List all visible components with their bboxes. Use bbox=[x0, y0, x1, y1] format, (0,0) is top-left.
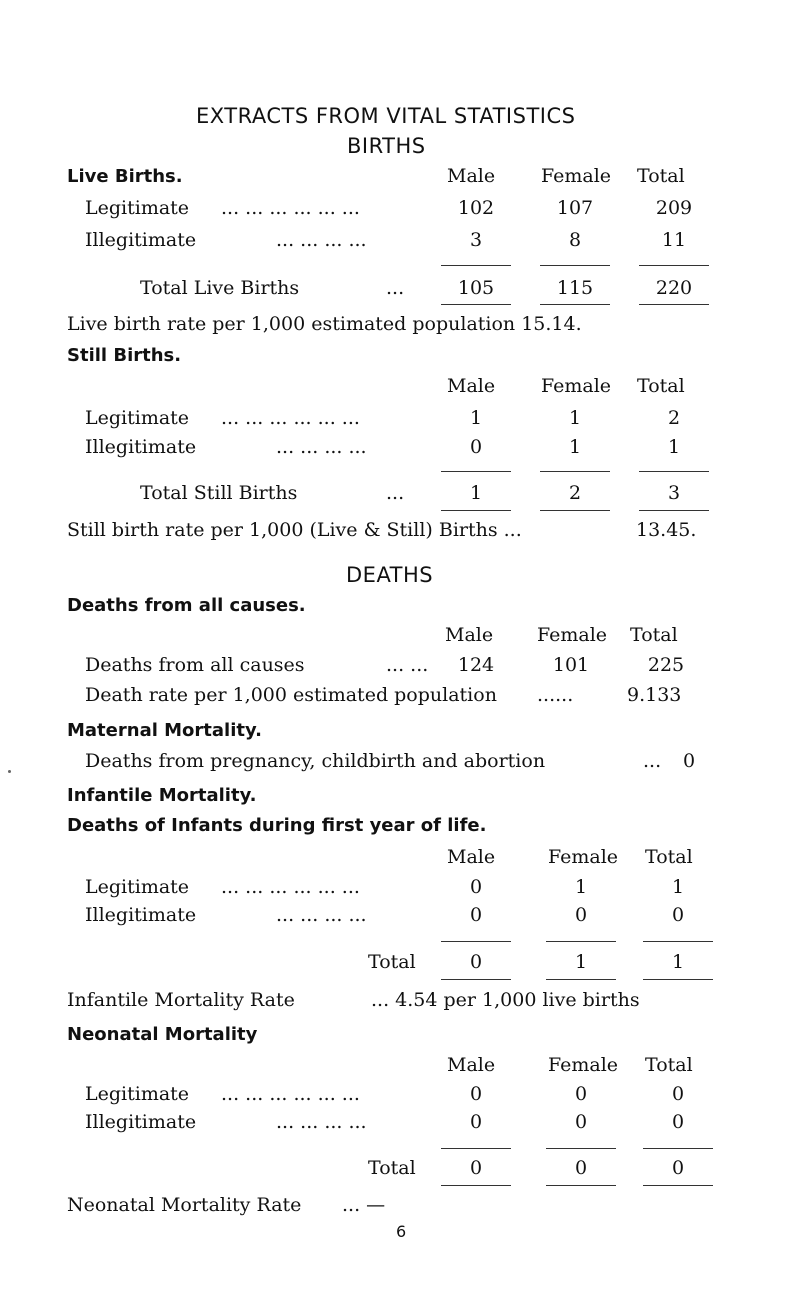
still-row-label: Legitimate bbox=[85, 407, 190, 429]
still-subtotal-rule bbox=[540, 471, 610, 472]
infantile-col-total: Total bbox=[645, 846, 693, 868]
infantile-col-female: Female bbox=[548, 846, 619, 868]
neonatal-col-male: Male bbox=[447, 1054, 496, 1076]
still-total-rule bbox=[540, 510, 610, 511]
live-total-rule bbox=[540, 304, 610, 305]
neonatal-total-female: 0 bbox=[574, 1157, 588, 1179]
still-total-male: 1 bbox=[469, 482, 483, 504]
neonatal-col-female: Female bbox=[548, 1054, 619, 1076]
neonatal-total-total: 0 bbox=[671, 1157, 685, 1179]
infantile-total-rule bbox=[441, 979, 511, 980]
deaths-col-total: Total bbox=[630, 624, 678, 646]
neonatal-heading: Neonatal Mortality bbox=[67, 1024, 258, 1045]
live-total-label: Total Live Births bbox=[140, 277, 300, 299]
death-rate-dots: ...... bbox=[537, 684, 574, 706]
neonatal-col-total: Total bbox=[645, 1054, 693, 1076]
live-total-rule bbox=[639, 304, 709, 305]
infantile-row-female: 1 bbox=[574, 876, 588, 898]
still-col-female: Female bbox=[541, 375, 612, 397]
infantile-row-label: Illegitimate bbox=[85, 904, 197, 926]
deaths-col-male: Male bbox=[445, 624, 494, 646]
neonatal-row-male: 0 bbox=[469, 1111, 483, 1133]
infantile-row-male: 0 bbox=[469, 876, 483, 898]
births-heading: BIRTHS bbox=[347, 134, 426, 158]
live-subtotal-rule bbox=[441, 265, 511, 266]
live-col-male: Male bbox=[447, 165, 496, 187]
live-col-total: Total bbox=[637, 165, 685, 187]
still-birth-rate-value: 13.45. bbox=[636, 519, 697, 541]
live-row-total: 209 bbox=[655, 197, 693, 219]
live-row-label: Illegitimate bbox=[85, 229, 197, 251]
infantile-subtotal-rule bbox=[546, 941, 616, 942]
infantile-total-total: 1 bbox=[671, 951, 685, 973]
live-row-female: 8 bbox=[568, 229, 582, 251]
death-rate-label: Death rate per 1,000 estimated population bbox=[85, 684, 497, 706]
live-row-male: 102 bbox=[457, 197, 495, 219]
still-birth-rate: Still birth rate per 1,000 (Live & Still) Births ... bbox=[67, 519, 522, 541]
live-total-dots: ... bbox=[386, 277, 405, 299]
infantile-total-rule bbox=[546, 979, 616, 980]
neonatal-subtotal-rule bbox=[546, 1148, 616, 1149]
infantile-total-label: Total bbox=[368, 951, 416, 973]
still-subtotal-rule bbox=[441, 471, 511, 472]
neonatal-row-dots: ... ... ... ... bbox=[276, 1111, 367, 1133]
infantile-row-male: 0 bbox=[469, 904, 483, 926]
neonatal-total-rule bbox=[643, 1185, 713, 1186]
deaths-total: 225 bbox=[647, 654, 685, 676]
still-total-total: 3 bbox=[667, 482, 681, 504]
still-row-total: 1 bbox=[667, 436, 681, 458]
infantile-subtotal-rule bbox=[441, 941, 511, 942]
still-total-rule bbox=[639, 510, 709, 511]
maternal-value: 0 bbox=[683, 750, 696, 772]
infantile-rate-value: ... 4.54 per 1,000 live births bbox=[371, 989, 640, 1011]
neonatal-row-total: 0 bbox=[671, 1111, 685, 1133]
neonatal-row-dots: ... ... ... ... ... ... bbox=[221, 1083, 360, 1105]
neonatal-subtotal-rule bbox=[441, 1148, 511, 1149]
neonatal-row-label: Illegitimate bbox=[85, 1111, 197, 1133]
deaths-male: 124 bbox=[457, 654, 495, 676]
live-row-dots: ... ... ... ... bbox=[276, 229, 367, 251]
live-row-dots: ... ... ... ... ... ... bbox=[221, 197, 360, 219]
still-row-male: 0 bbox=[469, 436, 483, 458]
neonatal-row-female: 0 bbox=[574, 1083, 588, 1105]
still-row-label: Illegitimate bbox=[85, 436, 197, 458]
maternal-text: Deaths from pregnancy, childbirth and abortion bbox=[85, 750, 546, 772]
page-title: EXTRACTS FROM VITAL STATISTICS bbox=[196, 104, 576, 128]
infantile-total-female: 1 bbox=[574, 951, 588, 973]
neonatal-total-label: Total bbox=[368, 1157, 416, 1179]
infantile-row-label: Legitimate bbox=[85, 876, 190, 898]
live-row-label: Legitimate bbox=[85, 197, 190, 219]
deaths-all-causes-heading: Deaths from all causes. bbox=[67, 595, 306, 616]
neonatal-row-male: 0 bbox=[469, 1083, 483, 1105]
live-subtotal-rule bbox=[639, 265, 709, 266]
still-row-total: 2 bbox=[667, 407, 681, 429]
live-row-male: 3 bbox=[469, 229, 483, 251]
deaths-heading: DEATHS bbox=[346, 563, 434, 587]
infantile-sub-heading: Deaths of Infants during first year of life. bbox=[67, 815, 487, 836]
live-total-male: 105 bbox=[457, 277, 495, 299]
death-rate-value: 9.133 bbox=[627, 684, 682, 706]
deaths-col-female: Female bbox=[537, 624, 608, 646]
infantile-row-total: 0 bbox=[671, 904, 685, 926]
still-total-label: Total Still Births bbox=[140, 482, 298, 504]
maternal-dots: ... bbox=[643, 750, 662, 772]
neonatal-row-total: 0 bbox=[671, 1083, 685, 1105]
neonatal-total-rule bbox=[546, 1185, 616, 1186]
still-total-female: 2 bbox=[568, 482, 582, 504]
still-row-male: 1 bbox=[469, 407, 483, 429]
infantile-subtotal-rule bbox=[643, 941, 713, 942]
stray-mark bbox=[8, 770, 11, 773]
live-row-total: 11 bbox=[661, 229, 687, 251]
live-row-female: 107 bbox=[556, 197, 594, 219]
still-total-dots: ... bbox=[386, 482, 405, 504]
live-births-heading: Live Births. bbox=[67, 166, 183, 187]
infantile-rate-label: Infantile Mortality Rate bbox=[67, 989, 295, 1011]
infantile-row-dots: ... ... ... ... bbox=[276, 904, 367, 926]
neonatal-total-rule bbox=[441, 1185, 511, 1186]
maternal-heading: Maternal Mortality. bbox=[67, 720, 262, 741]
deaths-row-label: Deaths from all causes bbox=[85, 654, 305, 676]
infantile-total-rule bbox=[643, 979, 713, 980]
live-birth-rate: Live birth rate per 1,000 estimated population 15.14. bbox=[67, 313, 582, 335]
neonatal-rate-label: Neonatal Mortality Rate bbox=[67, 1194, 302, 1216]
live-total-rule bbox=[441, 304, 511, 305]
infantile-col-male: Male bbox=[447, 846, 496, 868]
live-subtotal-rule bbox=[540, 265, 610, 266]
still-col-male: Male bbox=[447, 375, 496, 397]
still-row-dots: ... ... ... ... bbox=[276, 436, 367, 458]
neonatal-rate-value: ... — bbox=[342, 1194, 386, 1216]
infantile-heading: Infantile Mortality. bbox=[67, 785, 257, 806]
live-total-female: 115 bbox=[556, 277, 594, 299]
live-col-female: Female bbox=[541, 165, 612, 187]
page-number: 6 bbox=[396, 1222, 407, 1241]
neonatal-row-female: 0 bbox=[574, 1111, 588, 1133]
infantile-row-female: 0 bbox=[574, 904, 588, 926]
deaths-row-dots: ... ... bbox=[386, 654, 429, 676]
infantile-total-male: 0 bbox=[469, 951, 483, 973]
live-total-total: 220 bbox=[655, 277, 693, 299]
neonatal-total-male: 0 bbox=[469, 1157, 483, 1179]
infantile-row-dots: ... ... ... ... ... ... bbox=[221, 876, 360, 898]
still-col-total: Total bbox=[637, 375, 685, 397]
still-row-female: 1 bbox=[568, 436, 582, 458]
still-births-heading: Still Births. bbox=[67, 345, 182, 366]
still-row-dots: ... ... ... ... ... ... bbox=[221, 407, 360, 429]
still-subtotal-rule bbox=[639, 471, 709, 472]
still-total-rule bbox=[441, 510, 511, 511]
infantile-row-total: 1 bbox=[671, 876, 685, 898]
neonatal-row-label: Legitimate bbox=[85, 1083, 190, 1105]
still-row-female: 1 bbox=[568, 407, 582, 429]
deaths-female: 101 bbox=[552, 654, 590, 676]
neonatal-subtotal-rule bbox=[643, 1148, 713, 1149]
